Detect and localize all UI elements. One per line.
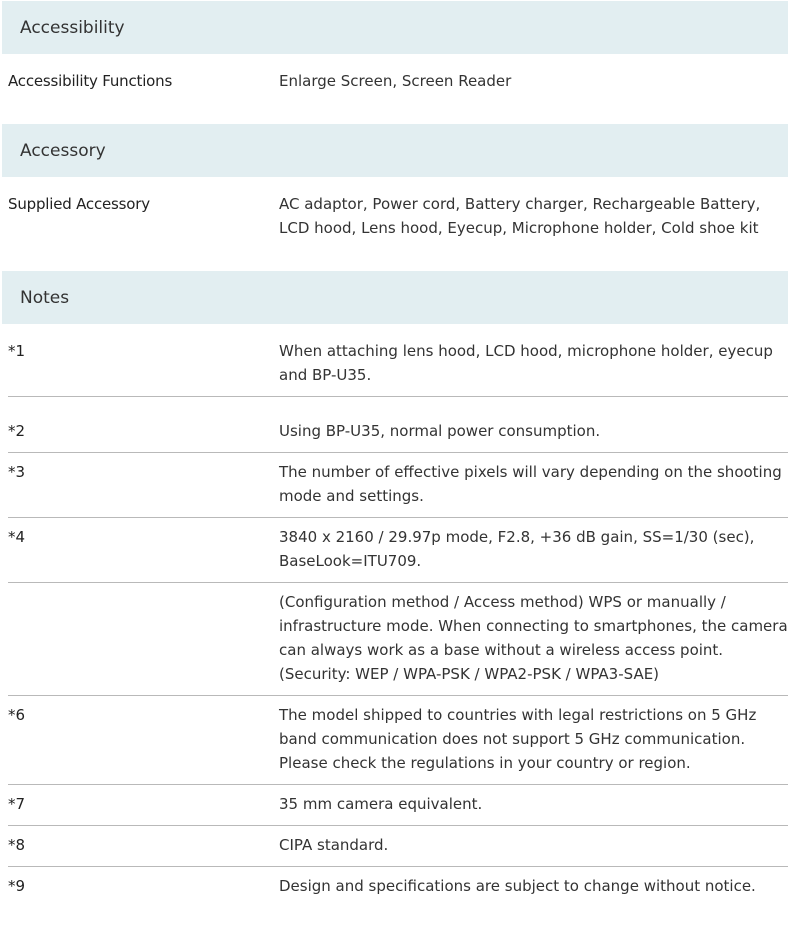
section-header-accessory [2,124,788,177]
note-label: *9 [8,877,26,895]
note-label: *2 [8,422,26,440]
section-title: Accessibility [20,17,125,38]
spec-row-accessibility-functions [8,69,788,93]
spec-value: Enlarge Screen, Screen Reader [279,72,512,90]
note-row [8,525,788,573]
note-text: Design and specifications are subject to change without notice. [279,877,756,895]
note-row [8,874,788,898]
note-label: *1 [8,342,26,360]
section-title: Accessory [20,140,106,161]
note-row [8,792,788,816]
row-divider [8,517,788,518]
note-text: CIPA standard. [279,836,389,854]
spec-row-supplied-accessory [8,192,788,240]
note-label: *4 [8,528,26,546]
note-text: The number of effective pixels will vary depending on the shooting mode and settings. [279,463,782,505]
note-label: *6 [8,706,26,724]
note-row [8,833,788,857]
note-text: (Configuration method / Access method) WPS or manually / infrastructure mode. When connecting to smartphones, the camera can always work as a base without a wireless access point. (Security: WEP / WPA-PSK / WPA2-PSK / WPA3-SAE) [279,593,788,683]
note-text: The model shipped to countries with legal restrictions on 5 GHz band communication does not support 5 GHz communication. Please check the regulations in your country or region. [279,706,757,772]
note-label: *8 [8,836,26,854]
row-divider [8,866,788,867]
row-divider [8,582,788,583]
row-divider [8,452,788,453]
note-row [8,419,788,443]
row-divider [8,784,788,785]
section-header-accessibility [2,1,788,54]
note-label: *7 [8,795,26,813]
spec-value: AC adaptor, Power cord, Battery charger, Rechargeable Battery, LCD hood, Lens hood, Eyecup, Microphone holder, Cold shoe kit [279,195,761,237]
section-title: Notes [20,287,70,308]
spec-label: Accessibility Functions [8,72,173,90]
note-row [8,703,788,775]
row-divider [8,396,788,397]
note-text: When attaching lens hood, LCD hood, microphone holder, eyecup and BP-U35. [279,342,773,384]
section-header-notes [2,271,788,324]
spec-label: Supplied Accessory [8,195,150,213]
note-text: 35 mm camera equivalent. [279,795,483,813]
note-label: *3 [8,463,26,481]
note-text: Using BP-U35, normal power consumption. [279,422,601,440]
note-row [8,590,788,686]
row-divider [8,695,788,696]
row-divider [8,825,788,826]
note-text: 3840 x 2160 / 29.97p mode, F2.8, +36 dB gain, SS=1/30 (sec), BaseLook=ITU709. [279,528,755,570]
note-row [8,460,788,508]
note-row [8,339,788,387]
